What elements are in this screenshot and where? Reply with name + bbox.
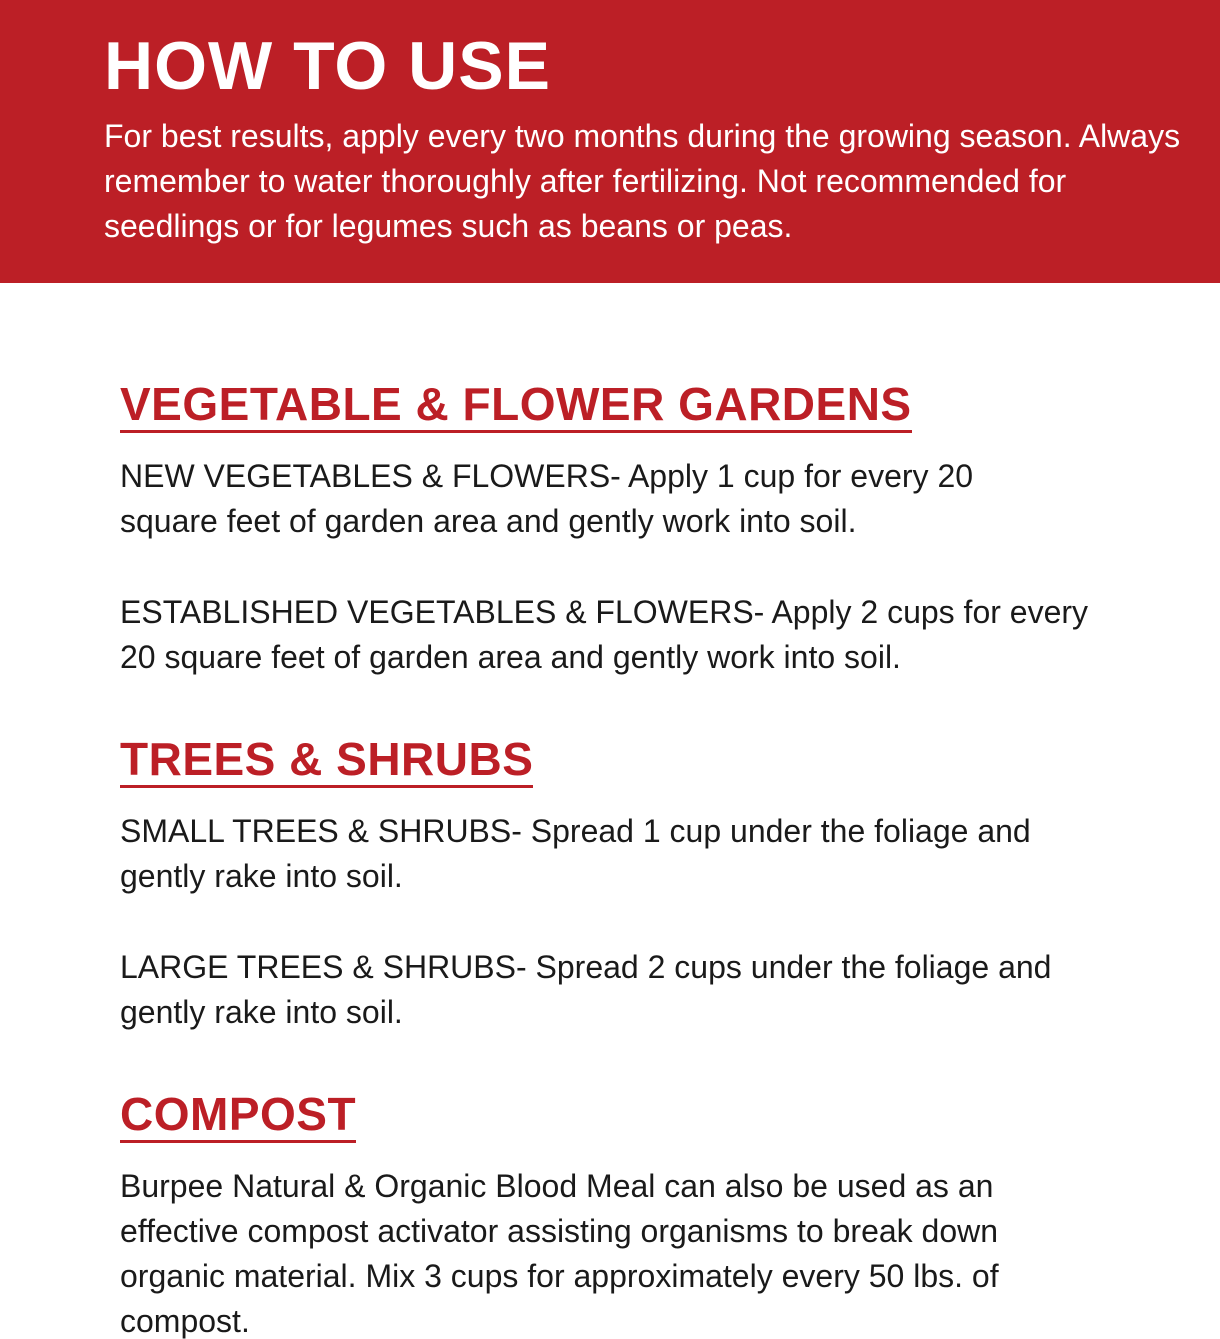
- instructions-content: [120, 378, 1180, 1339]
- compost-instruction: Burpee Natural & Organic Blood Meal can also be used as an effective compost activator assisting organisms to break down organic material. Mix 3 cups for approximately every 50 lbs. of compost.: [120, 1168, 999, 1339]
- section-compost: [120, 1088, 1180, 1339]
- intro-text: For best results, apply every two months during the growing season. Always remember to water thoroughly after fertilizing. Not recommended for seedlings or for legumes such as beans or peas.: [104, 118, 1181, 244]
- section-trees-shrubs: [120, 733, 1180, 1035]
- new-vegetables-flowers-instruction: NEW VEGETABLES & FLOWERS- Apply 1 cup for every 20 square feet of garden area and gently work into soil.: [120, 458, 974, 539]
- small-trees-shrubs-instruction: SMALL TREES & SHRUBS- Spread 1 cup under the foliage and gently rake into soil.: [120, 813, 1031, 894]
- section-title-trees-shrubs: TREES & SHRUBS: [120, 733, 533, 788]
- established-vegetables-flowers-instruction: ESTABLISHED VEGETABLES & FLOWERS- Apply 2 cups for every 20 square feet of garden area and gently work into soil.: [120, 594, 1089, 675]
- large-trees-shrubs-instruction: LARGE TREES & SHRUBS- Spread 2 cups under the foliage and gently rake into soil.: [120, 949, 1052, 1030]
- section-title-compost: COMPOST: [120, 1088, 356, 1143]
- section-vegetable-flower-gardens: [120, 378, 1180, 680]
- section-title-vegetable-flower-gardens: VEGETABLE & FLOWER GARDENS: [120, 378, 912, 433]
- page-title: HOW TO USE: [104, 28, 551, 104]
- how-to-use-banner: [0, 0, 1220, 283]
